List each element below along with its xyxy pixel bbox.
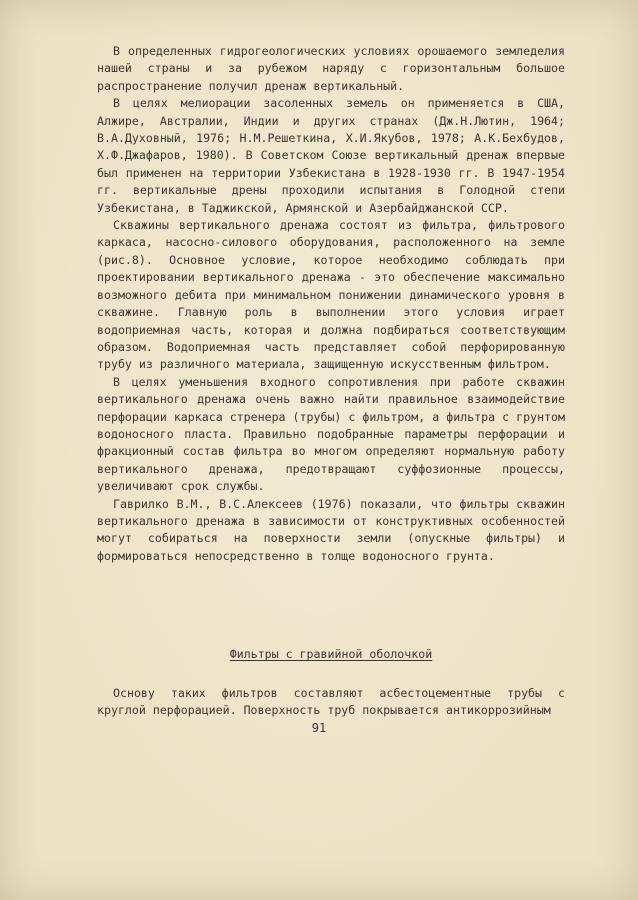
paragraph-5: Гаврилко В.М., В.С.Алексеев (1976) показали, что фильтры скважин вертикального дренажа в зависимости от конструктивных особенностей могут собираться на поверхности земли (опускные фильтры) и формироваться непосредственно в толще водоносного грунта.: [97, 496, 565, 563]
paragraph-1: В определенных гидрогеологических условиях орошаемого земледелия нашей страны и за рубежом наряду с горизонтальным большое распространение получил дренаж вертикальный.: [97, 44, 565, 93]
section-body: [97, 685, 565, 720]
paragraph-3: Скважины вертикального дренажа состоят из фильтра, фильтрового каркаса, насосно-силового оборудования, расположенного на земле (рис.8). Основное условие, которое необходимо соблюдать при проектировании вертикального дренажа - это обеспечение максимально возможного дебита при минимальном понижении динамического уровня в скважине. Главную роль в выполнении этого условия играет водоприемная часть, которая и должна подбираться соответствующим образом. Водоприемная часть представляет собой перфорированную трубу из различного материала, защищенную искусственным фильтром.: [97, 218, 565, 372]
body-text: [97, 43, 565, 565]
paragraph-2: В целях мелиорации засоленных земель он применяется в США, Алжире, Австралии, Индии и других странах (Дж.Н.Лютин, 1964; В.А.Духовный, 1976; Н.М.Решеткина, Х.И.Якубов, 1978; А.К.Бехбудов, Х.Ф.Джафаров, 1980). В Советском Союзе вертикальный дренаж впервые был применен на территории Узбекистана в 1928-1930 гг. В 1947-1954 гг. вертикальные дрены проходили испытания в Голодной степи Узбекистана, в Таджикской, Армянской и Азербайджанской ССР.: [97, 96, 565, 215]
page-number: 91: [311, 721, 327, 735]
section-heading: Фильтры с гравийной оболочкой: [229, 647, 433, 661]
paragraph-6: Основу таких фильтров составляют асбестоцементные трубы с круглой перфорацией. Поверхность труб покрывается антикоррозийным: [97, 686, 565, 718]
paragraph-4: В целях уменьшения входного сопротивления при работе скважин вертикального дренажа очень важно найти правильное взаимодействие перфорации каркаса стренера (трубы) с фильтром, а фильтра с грунтом водоносного пласта. Правильно подобранные параметры перфорации и фракционный состав фильтра во многом определяют нормальную работу вертикального дренажа, предотвращают суффозионные процессы, увеличивают срок службы.: [97, 374, 565, 494]
